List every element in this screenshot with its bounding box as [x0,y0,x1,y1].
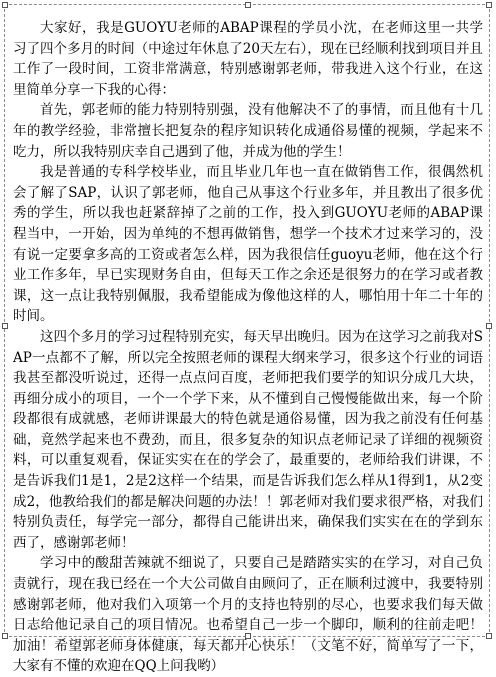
paragraph-teacher-ability: 首先，郭老师的能力特别特别强，没有他解决不了的事情，而且他有十几年的教学经验，非常擅长把复杂的程序知识转化成通俗易懂的视频，学起来不吃力，所以我特别庆幸自己遇到了他，并成为他的学生！ [13,102,483,160]
paragraph-intro: 大家好，我是GUOYU老师的ABAP课程的学员小沈，在老师这里一共学习了四个多月的时间（中途过年休息了20天左右），现在已经顺利找到项目并且工作了一段时间，工资非常满意，特别感谢郭老师，带我进入这个行业，在这里简单分享一下我的心得： [13,20,483,98]
document-text [13,18,483,677]
resize-handle-middle-right[interactable] [486,323,492,329]
paragraph-learning-process: 这四个多月的学习过程特别充实，每天早出晚归。因为在这学习之前我对SAP一点都不了解，所以完全按照老师的课程大纲来学习，很多这个行业的词语我甚至都没听说过，还得一点点问百度，老师把我们要学的知识分成几大块，再细分成小的项目，一个一个学下来，从不懂到自己慢慢能做出来，每一个阶段都很有成就感，老师讲课最大的特色就是通俗易懂，因为我之前没有任何基础，竟然学起来也不费劲，而且，很多复杂的知识点老师记录了详细的视频资料，可以重复观看，保证实实在在的学会了，最重要的，老师给我们讲课，不是告诉我们1是1，2是2这样一个结果，而是告诉我们怎么样从1得到1，从2变成2，他教给我们的都是解决问题的办法！！郭老师对我们要求很严格，对我们特别负责任，每学完一部分，都得自己能讲出来，确保我们实实在在的学到东西了，感谢郭老师！ [13,328,483,551]
resize-handle-bottom-left[interactable] [2,633,8,639]
paragraph-background: 我是普通的专科学校毕业，而且毕业几年也一直在做销售工作，很偶然机会了解了SAP，认识了郭老师，他自己从事这个行业多年，并且教出了很多优秀的学生，所以我也赶紧辞掉了之前的工作，投入到GUOYU老师的ABAP课程当中，一开始，因为单纯的不想再做销售，想学一个技术才过来学习的，没有说一定要拿多高的工资或者怎么样，因为我很信任guoyu老师，他在这个行业工作多年，早已实现财务自由，但每天工作之余还是很努力的在学习或者教课，这一点让我特别佩服，我希望能成为像他这样的人，哪怕用十年二十年的时间。 [13,164,483,325]
resize-handle-middle-left[interactable] [2,323,8,329]
resize-handle-top-left[interactable] [2,2,8,8]
resize-handle-top-center[interactable] [245,2,251,8]
resize-handle-top-right[interactable] [486,2,492,8]
paragraph-closing: 学习中的酸甜苦辣就不细说了，只要自己是踏踏实实的在学习，对自己负责就行，现在我已经在一个大公司做自由顾问了，正在顺利过渡中，我要特别感谢郭老师，他对我们入项第一个月的支持也特别的尽心，也要求我们每天做日志给他记录自己的项目情况。也希望自己一步一个脚印，顺利的往前走吧！加油！希望郭老师身体健康，每天都开心快乐！（文笔不好，简单写了一下，大家有不懂的欢迎在QQ上问我哟） [13,555,483,675]
document-page [4,4,490,675]
resize-handle-bottom-right[interactable] [486,633,492,639]
